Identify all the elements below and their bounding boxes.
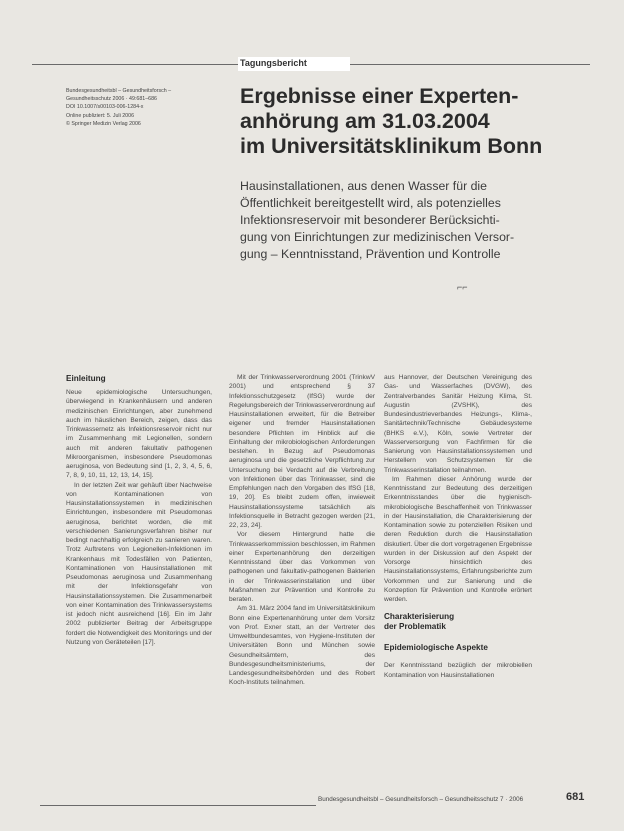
body-paragraph: aus Hannover, der Deutschen Vereinigung des Gas- und Wasserfaches (DVGW), des Zentralverbandes Sanitär Heizung Klima, St. Augustin (ZVSHK), des Bundesindustrieverbandes Heizungs-, Klima-, Sanitärtechnik/Technische Gebäudesysteme (BHKS e.V.), Köln, sowie Vertreter der Wasserversorgung von Fachfirmen für die Sanierung von Hausinstallationssystemen und Herstellern von Schutzsystemen für die Trinkwasserinstallation teilnahmen. — [384, 374, 532, 474]
article-metadata — [66, 87, 236, 128]
body-paragraph: Am 31. März 2004 fand im Universitätsklinikum Bonn eine Expertenanhörung unter dem Vorsitz von Prof. Exner statt, an der Vertreter des Umweltbundesamtes, von Hygiene-Instituten der Universitäten Bonn und München sowie Gesundheitsämtern, des Bundesgesundheitsministeriums, der Landesgesundheitsbehörden und des Robert Koch-Instituts teilnahmen. — [229, 605, 375, 687]
header-rule-right — [350, 64, 590, 65]
article-title — [240, 84, 580, 159]
subtitle-line: gung – Kenntnisstand, Prävention und Kontrolle — [240, 247, 501, 261]
section-heading-einleitung: Einleitung — [66, 374, 106, 383]
header-rule — [32, 64, 238, 65]
page-number: 681 — [566, 791, 585, 803]
running-footer: Bundesgesundheitsbl – Gesundheitsforsch – Gesundheitsschutz 7 · 2006 — [318, 796, 524, 803]
article-subtitle — [240, 178, 575, 263]
body-paragraph: Neue epidemiologische Untersuchungen, überwiegend in Krankenhäusern und anderen medizinischen Einrichtungen, aber zunehmend auch im häuslichen Bereich, zeigen, dass das Trinkwassernetz als Infektionsreservoir nicht nur im Zusammenhang mit Legionellen, sondern auch mit anderen fakultativ pathogenen Mikroorganismen, insbesondere Pseudomonas aeruginosa, von Bedeutung sind [1, 2, 3, 4, 5, 6, 7, 8, 9, 10, 11, 12, 13, 14, 15]. — [66, 389, 212, 480]
footer-rule — [40, 805, 316, 806]
body-paragraph: In der letzten Zeit war gehäuft über Nachweise von Kontaminationen von Hausinstallationssystemen in medizinischen Einrichtungen, insbesondere mit Pseudomonas aeruginosa, berichtet worden, die mit verschiedenen Sanierungsverfahren bisher nur bedingt nachhaltig erfolgreich zu sanieren waren. Trotz Auftretens von Legionellen-Infektionen im Krankenhaus mit Todesfällen von Patienten, Kontaminationen von Hausinstallationen mit Pseudomonas aeruginosa und Zusammenhang mit der Infektionsgefahr von Hausinstallationssystemen. Die Zusammenarbeit von einer Kontamination des Trinkwassersystems ist jedoch nicht ausreichend [16]. Ein im Jahr 2002 publizierter Beitrag der Arbeitsgruppe fordert die Notwendigkeit des Monitorings und der Nutzung von Geräteteilen [17]. — [66, 481, 212, 646]
body-paragraph: Vor diesem Hintergrund hatte die Trinkwasserkommission beschlossen, im Rahmen einer Expertenanhörung den derzeitigen Kenntnisstand über das Vorkommen von pathogenen und fakultativ-pathogenen Bakterien in der Trinkwasserinstallation und über Maßnahmen zur Prävention und Kontrolle zu beraten. — [229, 531, 375, 603]
subtitle-line: Hausinstallationen, aus denen Wasser für die — [240, 179, 487, 193]
subtitle-line: Öffentlichkeit bereitgestellt wird, als potenzielles — [240, 196, 501, 210]
title-line: anhörung am 31.03.2004 — [240, 109, 490, 133]
text-column-1 — [66, 373, 212, 768]
title-line: Ergebnisse einer Experten- — [240, 84, 519, 108]
text-column-2 — [229, 373, 375, 778]
section-label: Tagungsbericht — [240, 58, 307, 68]
body-paragraph: Mit der Trinkwasserverordnung 2001 (TrinkwV 2001) und entsprechend § 37 Infektionsschutzgesetz (IfSG) wurde der Regelungsbereich der Trinkwasserverordnung auf Hausinstallationen erweitert, für die Betreiber eigener und fremder Hausinstallationen besondere Pflichten im Hinblick auf die Einhaltung der mikrobiologischen Anforderungen bestehen. In Bezug auf Pseudomonas aeruginosa und die gesetzliche Verpflichtung zur Untersuchung bei Verdacht auf die Verbreitung von Infektionen über das Trinkwasser, sind die Empfehlungen nach den Vorgaben des IfSG [18, 19, 20]. Es bleibt zudem offen, inwieweit Hausinstallationssysteme tatsächlich als Infektionsquelle in Betracht gezogen werden [21, 22, 23, 24]. — [229, 374, 375, 529]
text-column-3 — [384, 373, 532, 773]
section-heading-epidemiologie: Epidemiologische Aspekte — [384, 643, 488, 653]
subtitle-line: Infektionsreservoir mit besonderer Berücksichti- — [240, 213, 500, 227]
title-line: im Universitätsklinikum Bonn — [240, 134, 543, 158]
metadata-line: Online publiziert: 5. Juli 2006 — [66, 112, 135, 119]
metadata-line: Bundesgesundheitsbl – Gesundheitsforsch – — [66, 88, 172, 94]
subtitle-line: gung von Einrichtungen zur medizinischen Versor- — [240, 230, 515, 244]
metadata-line: DOI 10.1007/s00103-006-1284-x — [66, 104, 144, 111]
metadata-line: Gesundheitsschutz 2006 · 49:681–686 — [66, 96, 157, 103]
heading-line: der Problematik — [384, 622, 446, 632]
body-paragraph: Im Rahmen dieser Anhörung wurde der Kenntnisstand zur Bedeutung des derzeitigen Erkenntnisstandes über die hygienisch-mikrobiologische Beschaffenheit von Trinkwasser in der Hausinstallation, die Charakterisierung der Kontamination sowie zu potenziellen Risiken und deren Reduktion durch die Hausinstallation diskutiert. Über die dort vorgetragenen Ergebnisse wurden in der Diskussion auf den Aspekt der Vorsorge hinsichtlich des Hausinstallationssystems, Erfahrungsberichte zum Vorkommen und zur Sanierung und die Konzeption für Prävention und Kontrolle erörtert werden. — [384, 475, 532, 603]
heading-line: Charakterisierung — [384, 612, 455, 622]
author-mark: ⌐⌐ — [457, 282, 468, 292]
metadata-line: © Springer Medizin Verlag 2006 — [66, 120, 141, 127]
section-heading-charakterisierung — [384, 612, 532, 632]
body-paragraph: Der Kenntnisstand bezüglich der mikrobiellen Kontamination von Hausinstallationen — [384, 662, 532, 679]
